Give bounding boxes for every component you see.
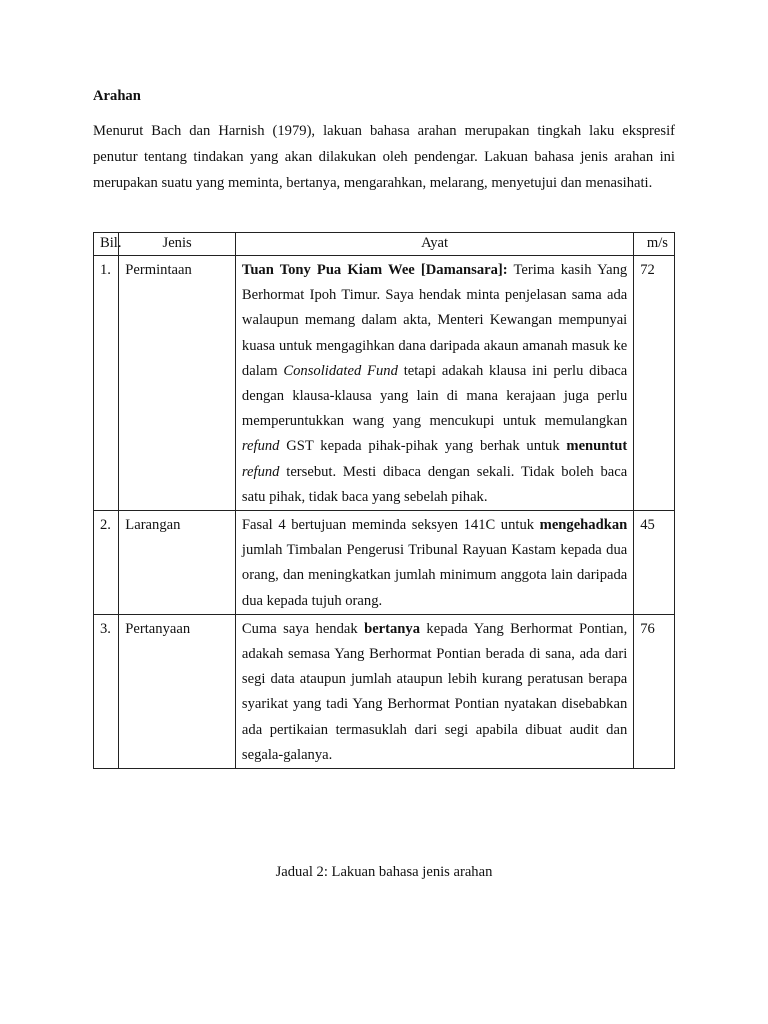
speech-act-table (93, 232, 675, 769)
intro-paragraph: Menurut Bach dan Harnish (1979), lakuan bahasa arahan merupakan tingkah laku ekspresif penutur tentang tindakan yang akan dilakukan oleh pendengar. Lakuan bahasa jenis arahan ini merupakan suatu yang meminta, bertanya, mengarahkan, melarang, menyetujui dan menasihati. (93, 123, 675, 191)
header-ms: m/s (634, 233, 675, 256)
header-ayat: Ayat (235, 233, 633, 256)
header-jenis: Jenis (119, 233, 236, 256)
header-bil: Bil. (94, 233, 119, 256)
bold-keyword: mengehadkan (539, 517, 628, 534)
table-row (94, 256, 675, 511)
row-page: 72 (634, 256, 675, 511)
sentence-text: GST kepada pihak-pihak yang berhak untuk (279, 438, 567, 455)
sentence-text: tersebut. Mesti dibaca dengan sekali. Tidak boleh baca satu pihak, tidak baca yang sebelah pihak. (241, 463, 628, 505)
table-caption: Jadual 2: Lakuan bahasa jenis arahan (275, 864, 493, 880)
bold-keyword: menuntut (566, 438, 628, 455)
row-number: 1. (94, 256, 119, 511)
row-sentence (235, 511, 633, 615)
sentence-text: tetapi adakah klausa ini perlu dibaca dengan klausa-klausa yang lain di mana kerajaan juga perlu memperuntukkan wang yang mencukupi untuk memulangkan (241, 362, 628, 430)
sentence-text: jumlah Timbalan Pengerusi Tribunal Rayuan Kastam kepada dua orang, dan meningkatkan jumlah minimum anggota lain daripada dua kepada tujuh orang. (241, 542, 628, 609)
bold-keyword: bertanya (364, 620, 421, 637)
row-page: 45 (634, 511, 675, 615)
row-page: 76 (634, 614, 675, 768)
sentence-text: Cuma saya hendak (241, 620, 365, 637)
table-row (94, 614, 675, 768)
row-type: Larangan (119, 511, 236, 615)
sentence-text: kepada Yang Berhormat Pontian, adakah semasa Yang Berhormat Pontian berada di sana, ada dari segi data ataupun jumlah ataupun lebih kurang peratusan berapa syarikat yang tadi Yang Berhormat Pontian nyatakan disebabkan ada pertikaian termasuklah dari segi apabila dibuat audit dan segala-galanya. (241, 620, 628, 763)
italic-term: refund (241, 463, 280, 480)
row-number: 3. (94, 614, 119, 768)
row-sentence (235, 256, 633, 511)
sentence-text: Terima kasih Yang Berhormat Ipoh Timur. Saya hendak minta penjelasan sama ada walaupun memang dalam akta, Menteri Kewangan mempunyai kuasa untuk mengagihkan dana daripada akaun amanah masuk ke dalam (241, 262, 628, 379)
row-sentence (235, 614, 633, 768)
row-type: Permintaan (119, 256, 236, 511)
speaker-name: Tuan Tony Pua Kiam Wee [Damansara]: (241, 262, 508, 278)
table-header-row (94, 233, 675, 256)
italic-term: Consolidated Fund (283, 362, 398, 379)
section-heading: Arahan (93, 88, 141, 104)
italic-term: refund (241, 438, 280, 455)
sentence-text: Fasal 4 bertujuan meminda seksyen 141C untuk (241, 517, 540, 534)
row-number: 2. (94, 511, 119, 615)
row-type: Pertanyaan (119, 614, 236, 768)
table-row (94, 511, 675, 615)
